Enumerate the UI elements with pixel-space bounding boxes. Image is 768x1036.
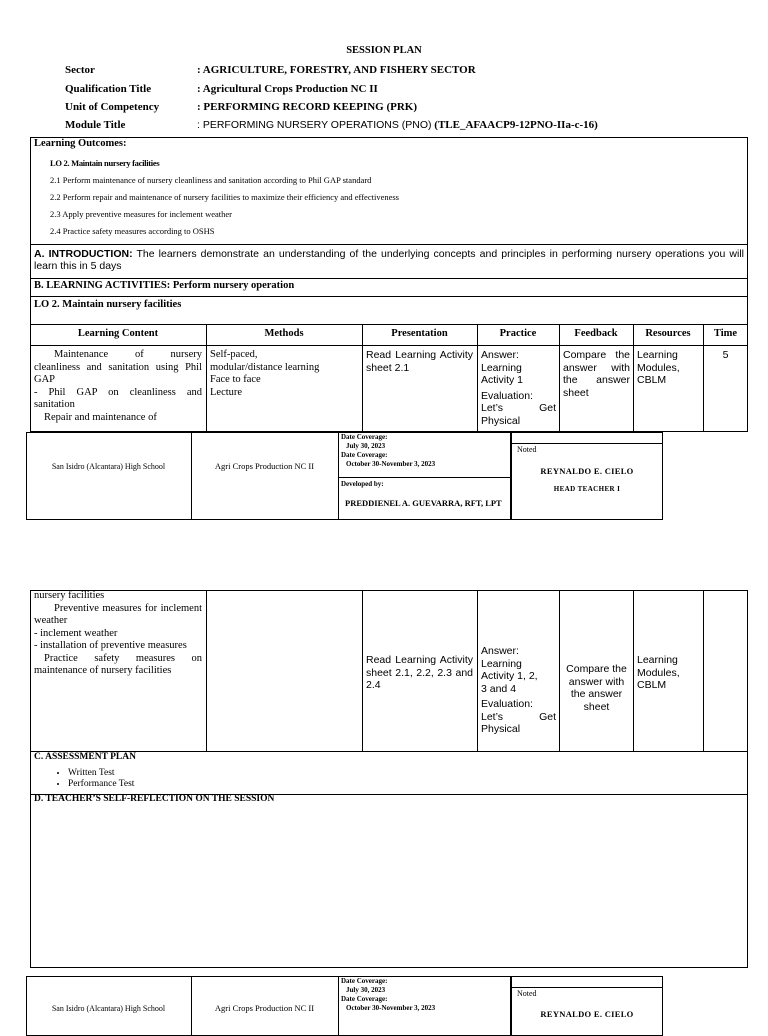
content-line: Repair and maintenance of <box>44 411 157 423</box>
footer-divider <box>338 976 339 1036</box>
content-line: - installation of preventive measures <box>34 640 187 651</box>
footer-date-label-2b: Date Coverage: <box>341 995 388 1003</box>
cell-practice-continued <box>481 645 556 736</box>
cell-practice <box>481 349 556 431</box>
introduction-text <box>34 248 744 272</box>
footer-date-label-1: Date Coverage: <box>341 433 388 441</box>
assessment-item: • Written Test <box>68 768 134 779</box>
module-code: (TLE_AFAACP9-12PNO-IIa-c-16) <box>434 119 598 131</box>
document-title: SESSION PLAN <box>346 45 422 56</box>
reflection-box <box>30 794 748 968</box>
footer-noted-title: HEAD TEACHER I <box>553 485 621 493</box>
header-practice: Practice <box>499 328 537 339</box>
col-divider <box>633 590 634 752</box>
practice-line: Physical <box>481 414 521 427</box>
cell-feedback: Compare the answer with the answer sheet <box>563 349 630 399</box>
module-label: Module Title <box>65 119 126 131</box>
header-learning-content: Learning Content <box>77 328 159 339</box>
footer-subject: Agri Crops Production NC II <box>214 461 315 471</box>
practice-line: Learning <box>481 361 522 374</box>
sector-label: Sector <box>65 64 95 76</box>
footer-school-2: San Isidro (Alcantara) High School <box>51 1004 166 1013</box>
footer-noted-name-2: REYNALDO E. CIELO <box>540 1009 634 1019</box>
cell-resources: Learning Modules, CBLM <box>637 349 680 386</box>
introduction-label: A. INTRODUCTION: <box>34 248 133 260</box>
header-feedback: Feedback <box>574 328 618 339</box>
qualification-label: Qualification Title <box>65 83 152 95</box>
practice-line: Answer: <box>481 645 519 657</box>
col-divider <box>703 590 704 752</box>
assessment-list <box>50 768 134 790</box>
footer-developer: PREDDIENEL A. GUEVARRA, RFT, LPT <box>345 498 502 508</box>
content-line: Maintenance of nursery cleanliness and sanitation using Phil GAP <box>34 349 202 385</box>
practice-line: Physical <box>481 723 521 735</box>
footer-subject-2: Agri Crops Production NC II <box>214 1003 315 1013</box>
assessment-item: • Performance Test <box>68 779 134 790</box>
cell-presentation: Read Learning Activity sheet 2.1 <box>366 349 473 374</box>
footer-date-label-2: Date Coverage: <box>341 451 388 459</box>
lo-item-1: 2.1 Perform maintenance of nursery cleanliness and sanitation according to Phil GAP standard <box>50 175 372 185</box>
method-line: Lecture <box>210 386 243 398</box>
content-line: Preventive measures for inclement weather <box>34 602 202 626</box>
method-line: Self-paced, <box>210 349 258 360</box>
lo-item-3: 2.3 Apply preventive measures for inclement weather <box>50 209 232 219</box>
col-divider <box>362 590 363 752</box>
lo-item-4: 2.4 Practice safety measures according to OSHS <box>50 226 215 236</box>
footer-date-value-1b: July 30, 2023 <box>346 986 386 994</box>
footer-divider <box>338 432 339 520</box>
assessment-heading: C. ASSESSMENT PLAN <box>34 752 136 762</box>
footer-noted-label: Noted <box>517 445 537 454</box>
cell-presentation-continued: Read Learning Activity sheet 2.1, 2.2, 2.3 and 2.4 <box>366 654 473 691</box>
footer-developed-label: Developed by: <box>341 480 384 488</box>
header-resources: Resources <box>645 328 691 339</box>
footer-date-value-2b: October 30-November 3, 2023 <box>346 1004 436 1012</box>
unit-label: Unit of Competency <box>65 101 160 113</box>
footer-divider <box>511 987 663 988</box>
footer-date-value-2: October 30-November 3, 2023 <box>346 460 436 468</box>
module-value <box>197 119 598 132</box>
assessment-box <box>30 751 748 795</box>
sector-value: : AGRICULTURE, FORESTRY, AND FISHERY SECTOR <box>197 64 476 76</box>
reflection-heading: D. TEACHER’S SELF-REFLECTION ON THE SESSION <box>34 794 275 804</box>
lo-item-2: 2.2 Perform repair and maintenance of nursery facilities to maximize their efficiency and effectiveness <box>50 192 399 202</box>
footer-divider <box>511 443 663 444</box>
practice-line: Evaluation: <box>481 389 533 402</box>
table-header-divider <box>30 345 748 346</box>
footer-divider <box>338 477 511 478</box>
method-line: Face to face <box>210 374 261 385</box>
lo-title: LO 2. Maintain nursery facilities <box>50 158 160 168</box>
practice-line: Activity 1, 2, <box>481 670 538 682</box>
content-line: - inclement weather <box>34 627 118 639</box>
noted-box-2 <box>511 976 663 1036</box>
method-line: modular/distance learning <box>210 361 320 373</box>
lo2-heading: LO 2. Maintain nursery facilities <box>34 299 182 310</box>
introduction-body: The learners demonstrate an understanding of the underlying concepts and principles in performing nursery operations you will learn this in 5 days <box>34 248 744 272</box>
practice-line: 3 and 4 <box>481 682 517 695</box>
practice-line: Let’s Get <box>481 710 556 723</box>
module-title-text: : PERFORMING NURSERY OPERATIONS (PNO) <box>197 119 432 131</box>
header-presentation: Presentation <box>391 328 448 339</box>
learning-outcomes-heading: Learning Outcomes: <box>34 138 127 149</box>
footer-date-value-1: July 30, 2023 <box>346 442 386 450</box>
learning-activities-heading: B. LEARNING ACTIVITIES: Perform nursery operation <box>34 280 295 291</box>
footer-noted-name: REYNALDO E. CIELO <box>540 466 634 476</box>
footer-school: San Isidro (Alcantara) High School <box>51 462 166 471</box>
cell-learning-content-continued <box>34 590 202 678</box>
col-divider <box>206 590 207 752</box>
footer-divider <box>191 432 192 520</box>
practice-line: Answer: <box>481 349 519 361</box>
cell-time: 5 <box>722 349 729 361</box>
col-divider <box>477 590 478 752</box>
header-time: Time <box>713 328 738 339</box>
practice-line: Activity 1 <box>481 374 524 386</box>
cell-methods <box>210 349 360 399</box>
footer-date-label-1b: Date Coverage: <box>341 977 388 985</box>
practice-line: Let’s Get <box>481 402 556 414</box>
content-line: - Phil GAP on cleanliness and sanitation <box>34 386 202 410</box>
cell-resources-continued: Learning Modules, CBLM <box>637 654 680 691</box>
qualification-value: : Agricultural Crops Production NC II <box>197 83 378 95</box>
content-line: Practice safety measures on maintenance of nursery facilities <box>34 652 202 676</box>
unit-value: : PERFORMING RECORD KEEPING (PRK) <box>197 101 417 113</box>
col-divider <box>559 590 560 752</box>
content-line: nursery facilities <box>34 590 105 601</box>
header-methods: Methods <box>264 328 304 339</box>
cell-feedback-continued: Compare the answer with the answer sheet <box>566 663 627 713</box>
practice-line: Evaluation: <box>481 698 533 710</box>
practice-line: Learning <box>481 657 522 670</box>
cell-learning-content <box>34 349 202 431</box>
footer-noted-label-2: Noted <box>517 989 537 998</box>
